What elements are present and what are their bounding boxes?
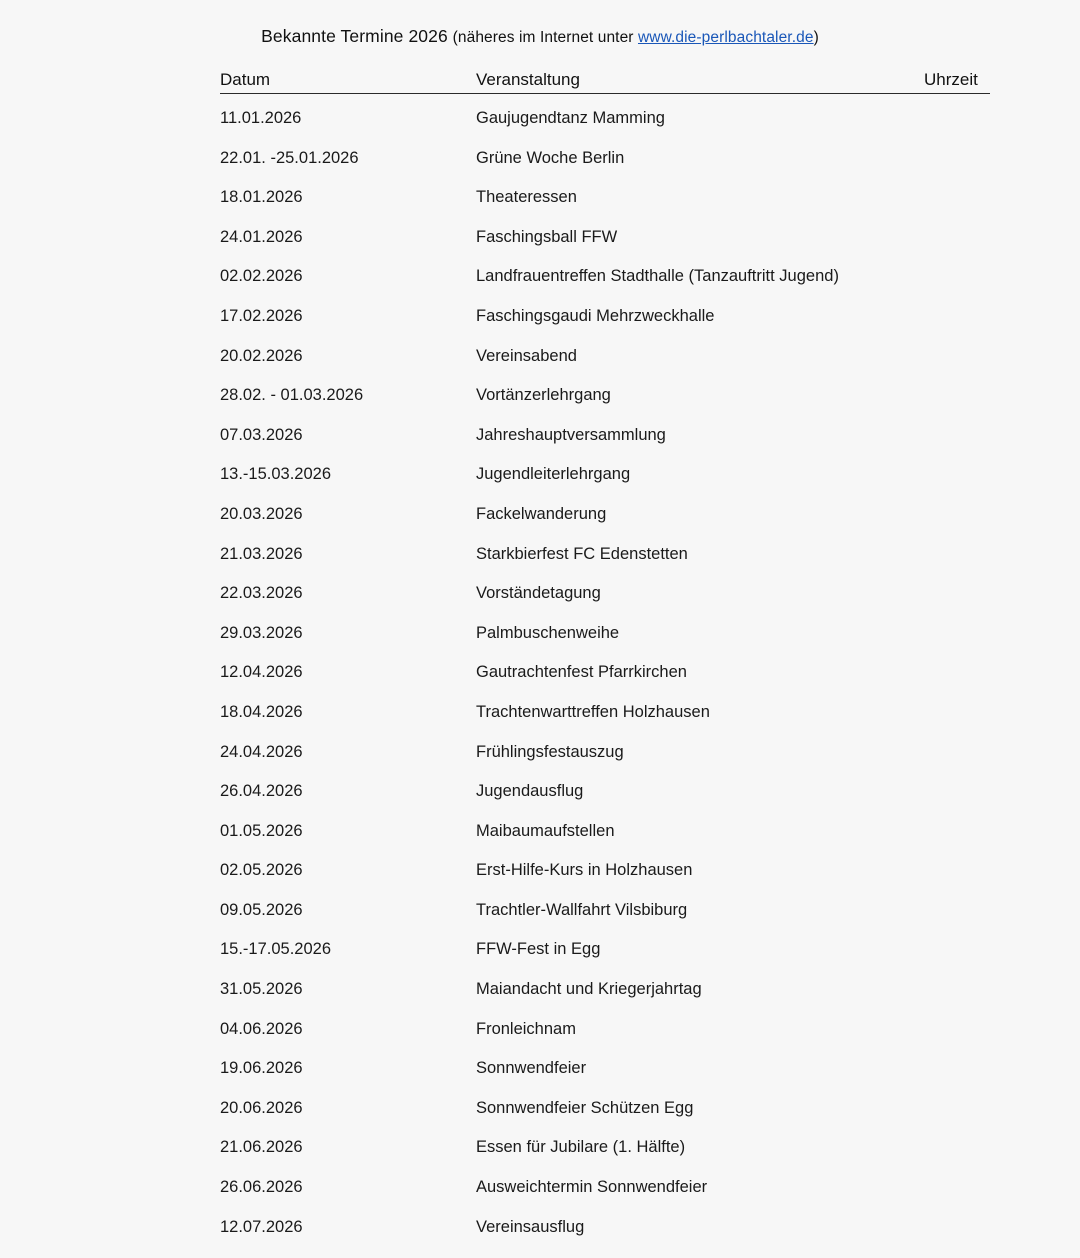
cell-date: 20.03.2026 <box>220 504 303 523</box>
table-row <box>220 1179 990 1219</box>
cell-date: 26.06.2026 <box>220 1178 303 1197</box>
cell-date: 18.01.2026 <box>220 188 303 207</box>
table-row <box>220 625 990 665</box>
cell-date: 02.05.2026 <box>220 861 303 880</box>
page-title-note-suffix: ) <box>813 29 819 46</box>
cell-event: Vorständetagung <box>476 584 601 603</box>
page-title-note-prefix: (näheres im Internet unter <box>452 29 638 46</box>
cell-date: 17.02.2026 <box>220 306 303 325</box>
table-row <box>220 585 990 625</box>
cell-date: 13.-15.03.2026 <box>220 465 332 484</box>
cell-date: 11.01.2026 <box>220 109 302 127</box>
cell-event: Fackelwanderung <box>476 504 607 523</box>
cell-event: Trachtler-Wallfahrt Vilsbiburg <box>476 900 688 919</box>
table-row <box>220 546 990 586</box>
table-row <box>220 664 990 704</box>
table-row <box>220 744 990 784</box>
cell-event: Faschingsgaudi Mehrzweckhalle <box>476 306 715 325</box>
cell-date: 19.06.2026 <box>220 1059 303 1078</box>
table-row <box>220 308 990 348</box>
cell-date: 01.05.2026 <box>220 821 303 840</box>
cell-date: 12.04.2026 <box>220 663 303 682</box>
column-header-time: Uhrzeit <box>924 70 978 89</box>
cell-event: Gautrachtenfest Pfarrkirchen <box>476 663 687 682</box>
table-row <box>220 387 990 427</box>
table-row <box>220 268 990 308</box>
cell-date: 07.03.2026 <box>220 425 303 444</box>
table-row <box>220 823 990 863</box>
cell-event: Gaujugendtanz Mamming <box>476 109 665 127</box>
cell-date: 22.03.2026 <box>220 584 303 603</box>
cell-date: 02.02.2026 <box>220 267 303 286</box>
table-row <box>220 1219 990 1258</box>
cell-date: 18.04.2026 <box>220 702 303 721</box>
cell-event: Maiandacht und Kriegerjahrtag <box>476 980 702 999</box>
cell-event: Sonnwendfeier Schützen Egg <box>476 1098 694 1117</box>
cell-date: 22.01. -25.01.2026 <box>220 148 359 167</box>
cell-date: 20.06.2026 <box>220 1098 303 1117</box>
cell-event: Ausweichtermin Sonnwendfeier <box>476 1178 708 1197</box>
table-row <box>220 862 990 902</box>
column-header-event: Veranstaltung <box>476 70 580 89</box>
table-row <box>220 150 990 190</box>
cell-date: 21.03.2026 <box>220 544 303 563</box>
cell-event: Jugendausflug <box>476 782 584 801</box>
cell-event: Theateressen <box>476 188 577 207</box>
cell-event: Jahreshauptversammlung <box>476 425 666 444</box>
cell-event: Grüne Woche Berlin <box>476 148 625 167</box>
cell-date: 31.05.2026 <box>220 980 303 999</box>
cell-date: 28.02. - 01.03.2026 <box>220 386 364 405</box>
table-row <box>220 941 990 981</box>
cell-date: 04.06.2026 <box>220 1019 303 1038</box>
cell-event: Essen für Jubilare (1. Hälfte) <box>476 1138 686 1157</box>
cell-event: Sonnwendfeier <box>476 1059 587 1078</box>
cell-event: Faschingsball FFW <box>476 227 618 246</box>
table-row <box>220 1139 990 1179</box>
cell-event: Erst-Hilfe-Kurs in Holzhausen <box>476 861 693 880</box>
cell-event: Vereinsausflug <box>476 1217 585 1236</box>
cell-event: Jugendleiterlehrgang <box>476 465 631 484</box>
cell-date: 20.02.2026 <box>220 346 303 365</box>
cell-date: 29.03.2026 <box>220 623 303 642</box>
page-title <box>0 0 1080 47</box>
cell-event: Starkbierfest FC Edenstetten <box>476 544 688 563</box>
page-title-note <box>453 29 819 46</box>
table-row <box>220 466 990 506</box>
cell-date: 26.04.2026 <box>220 782 303 801</box>
cell-event: Vortänzerlehrgang <box>476 386 611 405</box>
table-row <box>220 704 990 744</box>
column-header-date: Datum <box>220 70 271 89</box>
website-link[interactable]: www.die-perlbachtaler.de <box>637 29 814 46</box>
cell-date: 21.06.2026 <box>220 1138 303 1157</box>
table-row <box>220 1021 990 1061</box>
cell-date: 24.04.2026 <box>220 742 303 761</box>
cell-event: Vereinsabend <box>476 346 577 365</box>
table-row <box>220 1100 990 1140</box>
cell-event: Trachtenwarttreffen Holzhausen <box>476 702 710 721</box>
cell-date: 15.-17.05.2026 <box>220 940 332 959</box>
cell-event: Landfrauentreffen Stadthalle (Tanzauftritt Jugend) <box>476 267 839 286</box>
page-title-main: Bekannte Termine 2026 <box>261 26 448 46</box>
table-row <box>220 981 990 1021</box>
table-row <box>220 506 990 546</box>
table-row <box>220 229 990 269</box>
termine-table <box>90 70 990 1258</box>
table-header-row <box>220 70 990 94</box>
table-row <box>220 1060 990 1100</box>
table-body <box>220 110 990 1258</box>
table-row <box>220 348 990 388</box>
cell-event: FFW-Fest in Egg <box>476 940 601 959</box>
cell-event: Fronleichnam <box>476 1019 576 1038</box>
table-row <box>220 902 990 942</box>
cell-event: Frühlingsfestauszug <box>476 742 624 761</box>
cell-date: 24.01.2026 <box>220 227 303 246</box>
table-row <box>220 189 990 229</box>
cell-date: 09.05.2026 <box>220 900 303 919</box>
table-row <box>220 110 990 150</box>
table-row <box>220 783 990 823</box>
cell-event: Palmbuschenweihe <box>476 623 620 642</box>
cell-event: Maibaumaufstellen <box>476 821 615 840</box>
cell-date: 12.07.2026 <box>220 1217 303 1236</box>
table-row <box>220 427 990 467</box>
